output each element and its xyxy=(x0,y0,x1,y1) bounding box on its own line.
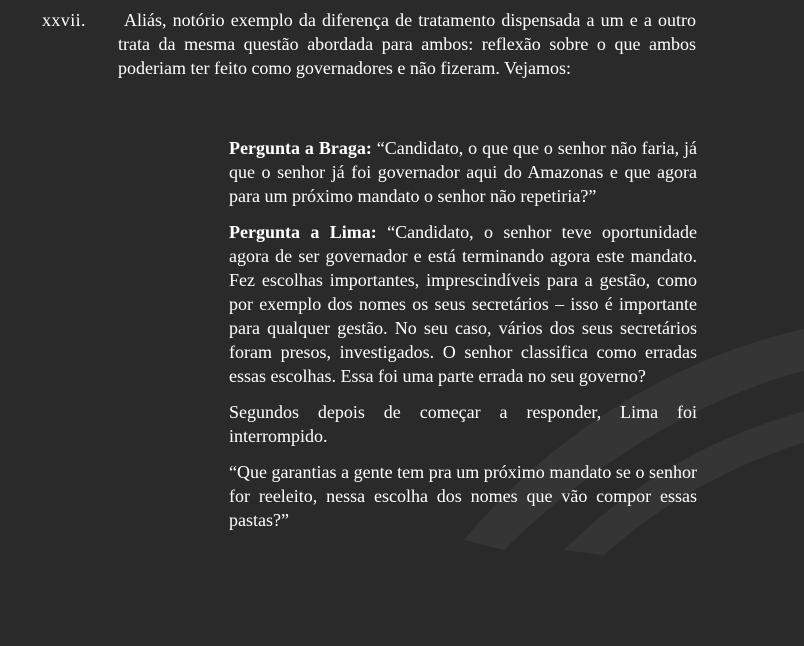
question-lima-text: “Candidato, o senhor teve oportunidade agora de ser governador e está terminando agora este mandato. Fez escolhas importantes, imprescindíveis para a gestão, como por exemplo dos nomes os seus secretários – isso é importante para qualquer gestão. No seu caso, vários dos seus secretários foram presos, investigados. O senhor classifica como erradas essas escolhas. Essa foi uma parte errada no seu governo? xyxy=(229,222,698,386)
item-paragraph: Aliás, notório exemplo da diferença de tratamento dispensada a um e a outro trata da mesma questão abordada para ambos: reflexão sobre o que ambos poderiam ter feito como governadores e não fizeram. Vejamos: xyxy=(118,10,696,78)
question-braga-label: Pergunta a Braga: xyxy=(229,138,372,158)
item-number: xxvii. xyxy=(42,10,86,30)
question-braga xyxy=(229,136,697,208)
followup-question: “Que garantias a gente tem pra um próximo mandato se o senhor for reeleito, nessa escolha dos nomes que vão compor essas pastas?” xyxy=(229,462,697,530)
quote-block xyxy=(229,136,697,544)
question-lima-label: Pergunta a Lima: xyxy=(229,222,377,242)
narration-paragraph: Segundos depois de começar a responder, Lima foi interrompido. xyxy=(229,402,697,446)
question-lima xyxy=(229,220,697,388)
question-braga-text: “Candidato, o que que o senhor não faria, já que o senhor já foi governador aqui do Amazonas e que agora para um próximo mandato o senhor não repetiria?” xyxy=(229,138,698,206)
